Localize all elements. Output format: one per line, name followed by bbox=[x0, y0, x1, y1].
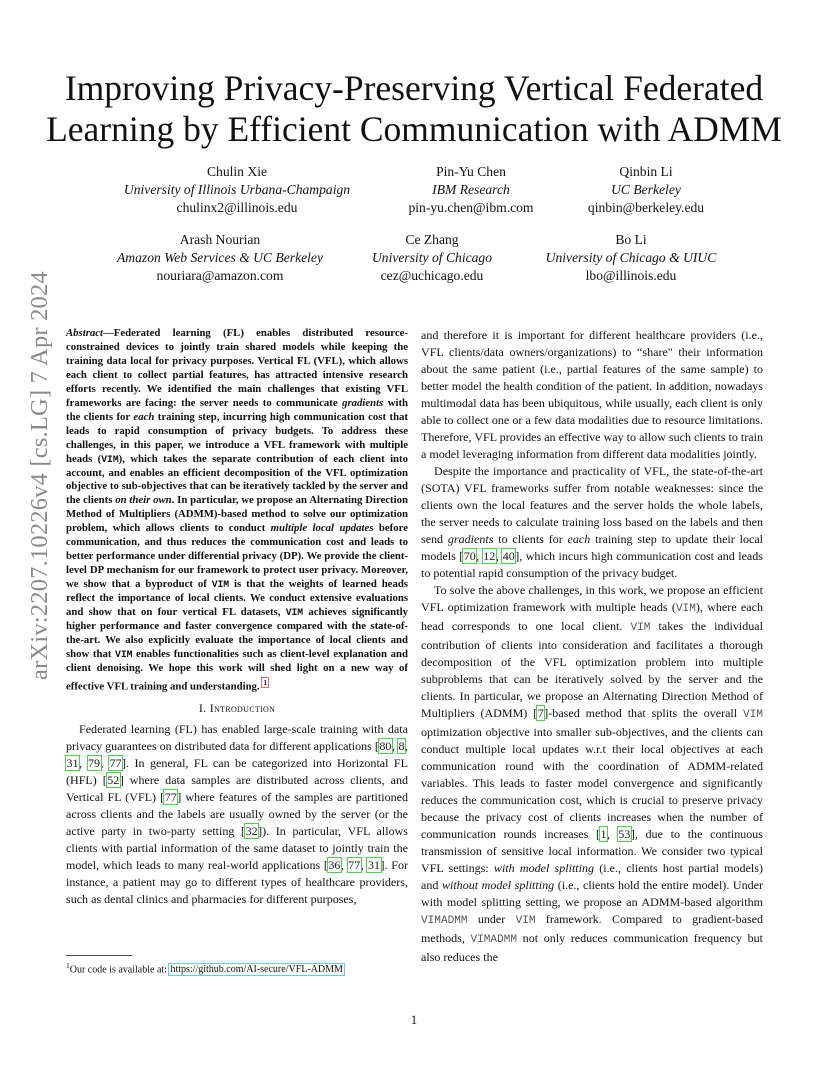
abstract: Abstract—Federated learning (FL) enables distributed resource-constrained devices to jointly train shared models while keeping the training data local for privacy purposes. Vertical FL (VFL), which allows each client to collect partial features, has attracted intensive research efforts recently. We identified the main challenges that existing VFL frameworks are facing: the server needs to communicate gradients with the clients for each training step, incurring high communication cost that leads to rapid consumption of privacy budgets. To address these challenges, in this paper, we introduce a VFL framework with multiple heads (VIM), which takes the separate contribution of each client into account, and enables an efficient decomposition of the VFL optimization objective to sub-objectives that can be iteratively tackled by the server and the clients on their own. In particular, we propose an Alternating Direction Method of Multipliers (ADMM)-based method to solve our optimization problem, which allows clients to conduct multiple local updates before communication, and thus reduces the communication cost and leads to better performance under differential privacy (DP). We provide the client-level DP mechanism for our framework to protect user privacy. Moreover, we show that a byproduct of VIM is that the weights of learned heads reflect the importance of local clients. We conduct extensive evaluations and show that on four vertical FL datasets, VIM achieves significantly higher performance and faster convergence compared with the state-of-the-art. We also explicitly evaluate the importance of local clients and show that VIM enables functionalities such as client-level explanation and client denoising. We hope this work will shed light on a new way of effective VFL training and understanding. $^1$ bbox=[66, 327, 408, 693]
author-affiliation: University of Illinois Urbana-Champaign bbox=[123, 182, 351, 197]
author-block bbox=[511, 163, 781, 217]
intro-paragraph: and therefore it is important for different healthcare providers (i.e., VFL clients/data owners/organizations) to “share" their information about the same patient (i.e., partial features of the same sample) to better model the health condition of the patient. In addition, nowadays multimodal data has been ubiquitous, while usually, each client is only able to collect one or a few data modalities due to resource limitations. Therefore, VFL provides an effective way to allow such clients to train a model leveraging information from different data modalities jointly. bbox=[421, 328, 763, 461]
author-name: Qinbin Li bbox=[619, 164, 673, 179]
author-name: Bo Li bbox=[615, 232, 647, 247]
author-email[interactable]: lbo@illinois.edu bbox=[585, 268, 677, 283]
author-block bbox=[496, 231, 766, 285]
left-column bbox=[66, 327, 408, 908]
author-name: Arash Nourian bbox=[179, 232, 261, 247]
footnote: $^1$Our code is available at: https://github.com/AI-secure/VFL-ADMM bbox=[66, 961, 343, 976]
author-name: Chulin Xie bbox=[206, 164, 268, 179]
title-line-2: Learning by Efficient Communication with ADMM bbox=[46, 109, 782, 149]
author-email[interactable]: pin-yu.chen@ibm.com bbox=[408, 200, 534, 215]
section-heading: I. Introduction bbox=[198, 701, 276, 716]
paper-title bbox=[40, 68, 788, 150]
footnote-rule bbox=[66, 955, 132, 956]
intro-paragraph: Despite the importance and practicality of VFL, the state-of-the-art (SOTA) VFL frameworks suffer from notable weaknesses: since the clients own the local features and the server holds the whole labels, the server needs to calculate training loss based on the labels and then send gradients to clients for each training step to update their local models [70, 12, 40], which incurs high communication cost and leads to potential rapid consumption of the privacy budget. bbox=[421, 464, 764, 580]
author-affiliation: UC Berkeley bbox=[611, 182, 681, 197]
author-email[interactable]: cez@uchicago.edu bbox=[380, 268, 484, 283]
right-column bbox=[421, 327, 763, 966]
author-name: Pin-Yu Chen bbox=[436, 164, 506, 179]
author-affiliation: University of Chicago bbox=[371, 250, 493, 265]
arxiv-stamp: arXiv:2207.10226v4 [cs.LG] 7 Apr 2024 bbox=[26, 271, 53, 680]
author-email[interactable]: chulinx2@illinois.edu bbox=[176, 200, 298, 215]
author-email[interactable]: nouriara@amazon.com bbox=[156, 268, 284, 283]
author-name: Ce Zhang bbox=[405, 232, 459, 247]
author-affiliation: Amazon Web Services & UC Berkeley bbox=[117, 250, 323, 265]
intro-paragraph: Federated learning (FL) has enabled large-scale training with data privacy guarantees on distributed data for different applications [80, 8, 31, 79, 77]. In general, FL can be categorized into Horizontal FL (HFL) [52] where data samples are distributed across clients, and Vertical FL (VFL) [77] where features of the samples are partitioned across clients and the labels are usually owned by the server (or the active party in two-party setting [32]). In particular, VFL allows clients with partial information of the same dataset to jointly train the model, which leads to many real-world applications [36, 77, 31]. For instance, a patient may go to different types of healthcare providers, such as dental clinics and pharmacies for different purposes, bbox=[66, 722, 409, 907]
author-affiliation: University of Chicago & UIUC bbox=[545, 250, 717, 265]
footnote-mark[interactable]: 1 bbox=[263, 677, 268, 687]
code-link[interactable]: https://github.com/AI-secure/VFL-ADMM bbox=[170, 964, 343, 976]
author-block bbox=[102, 163, 372, 217]
intro-paragraph: To solve the above challenges, in this work, we propose an efficient VFL optimization framework with multiple heads (VIM), where each head corresponds to one local client. VIM takes the individual contribution of clients into consideration and facilitates a thorough decomposition of the VFL optimization problem into multiple subproblems that can be iteratively solved by the server and the clients. In particular, we propose an Alternating Direction Method of Multipliers (ADMM) [7]-based method that splits the overall VIM optimization objective into smaller sub-objectives, and the clients can conduct multiple local updates w.r.t their local objectives at each communication round with the coordination of ADMM-related variables. This leads to faster model convergence and significantly reduces the communication cost, which is crucial to preserve privacy because the privacy cost of clients increases when the number of communication rounds increases [1, 53], due to the continuous transmission of sensitive local information. We consider two typical VFL settings: with model splitting (i.e., clients host partial models) and without model splitting (i.e., clients hold the entire model). Under with model splitting setting, we propose an ADMM-based algorithm VIMADMM under VIM framework. Compared to gradient-based methods, VIMADMM not only reduces communication frequency but also reduces the bbox=[421, 583, 764, 964]
author-email[interactable]: qinbin@berkeley.edu bbox=[587, 200, 705, 215]
page-number: 1 bbox=[410, 1013, 418, 1027]
title-line-1: Improving Privacy-Preserving Vertical Federated bbox=[64, 68, 764, 108]
author-affiliation: IBM Research bbox=[432, 182, 510, 197]
